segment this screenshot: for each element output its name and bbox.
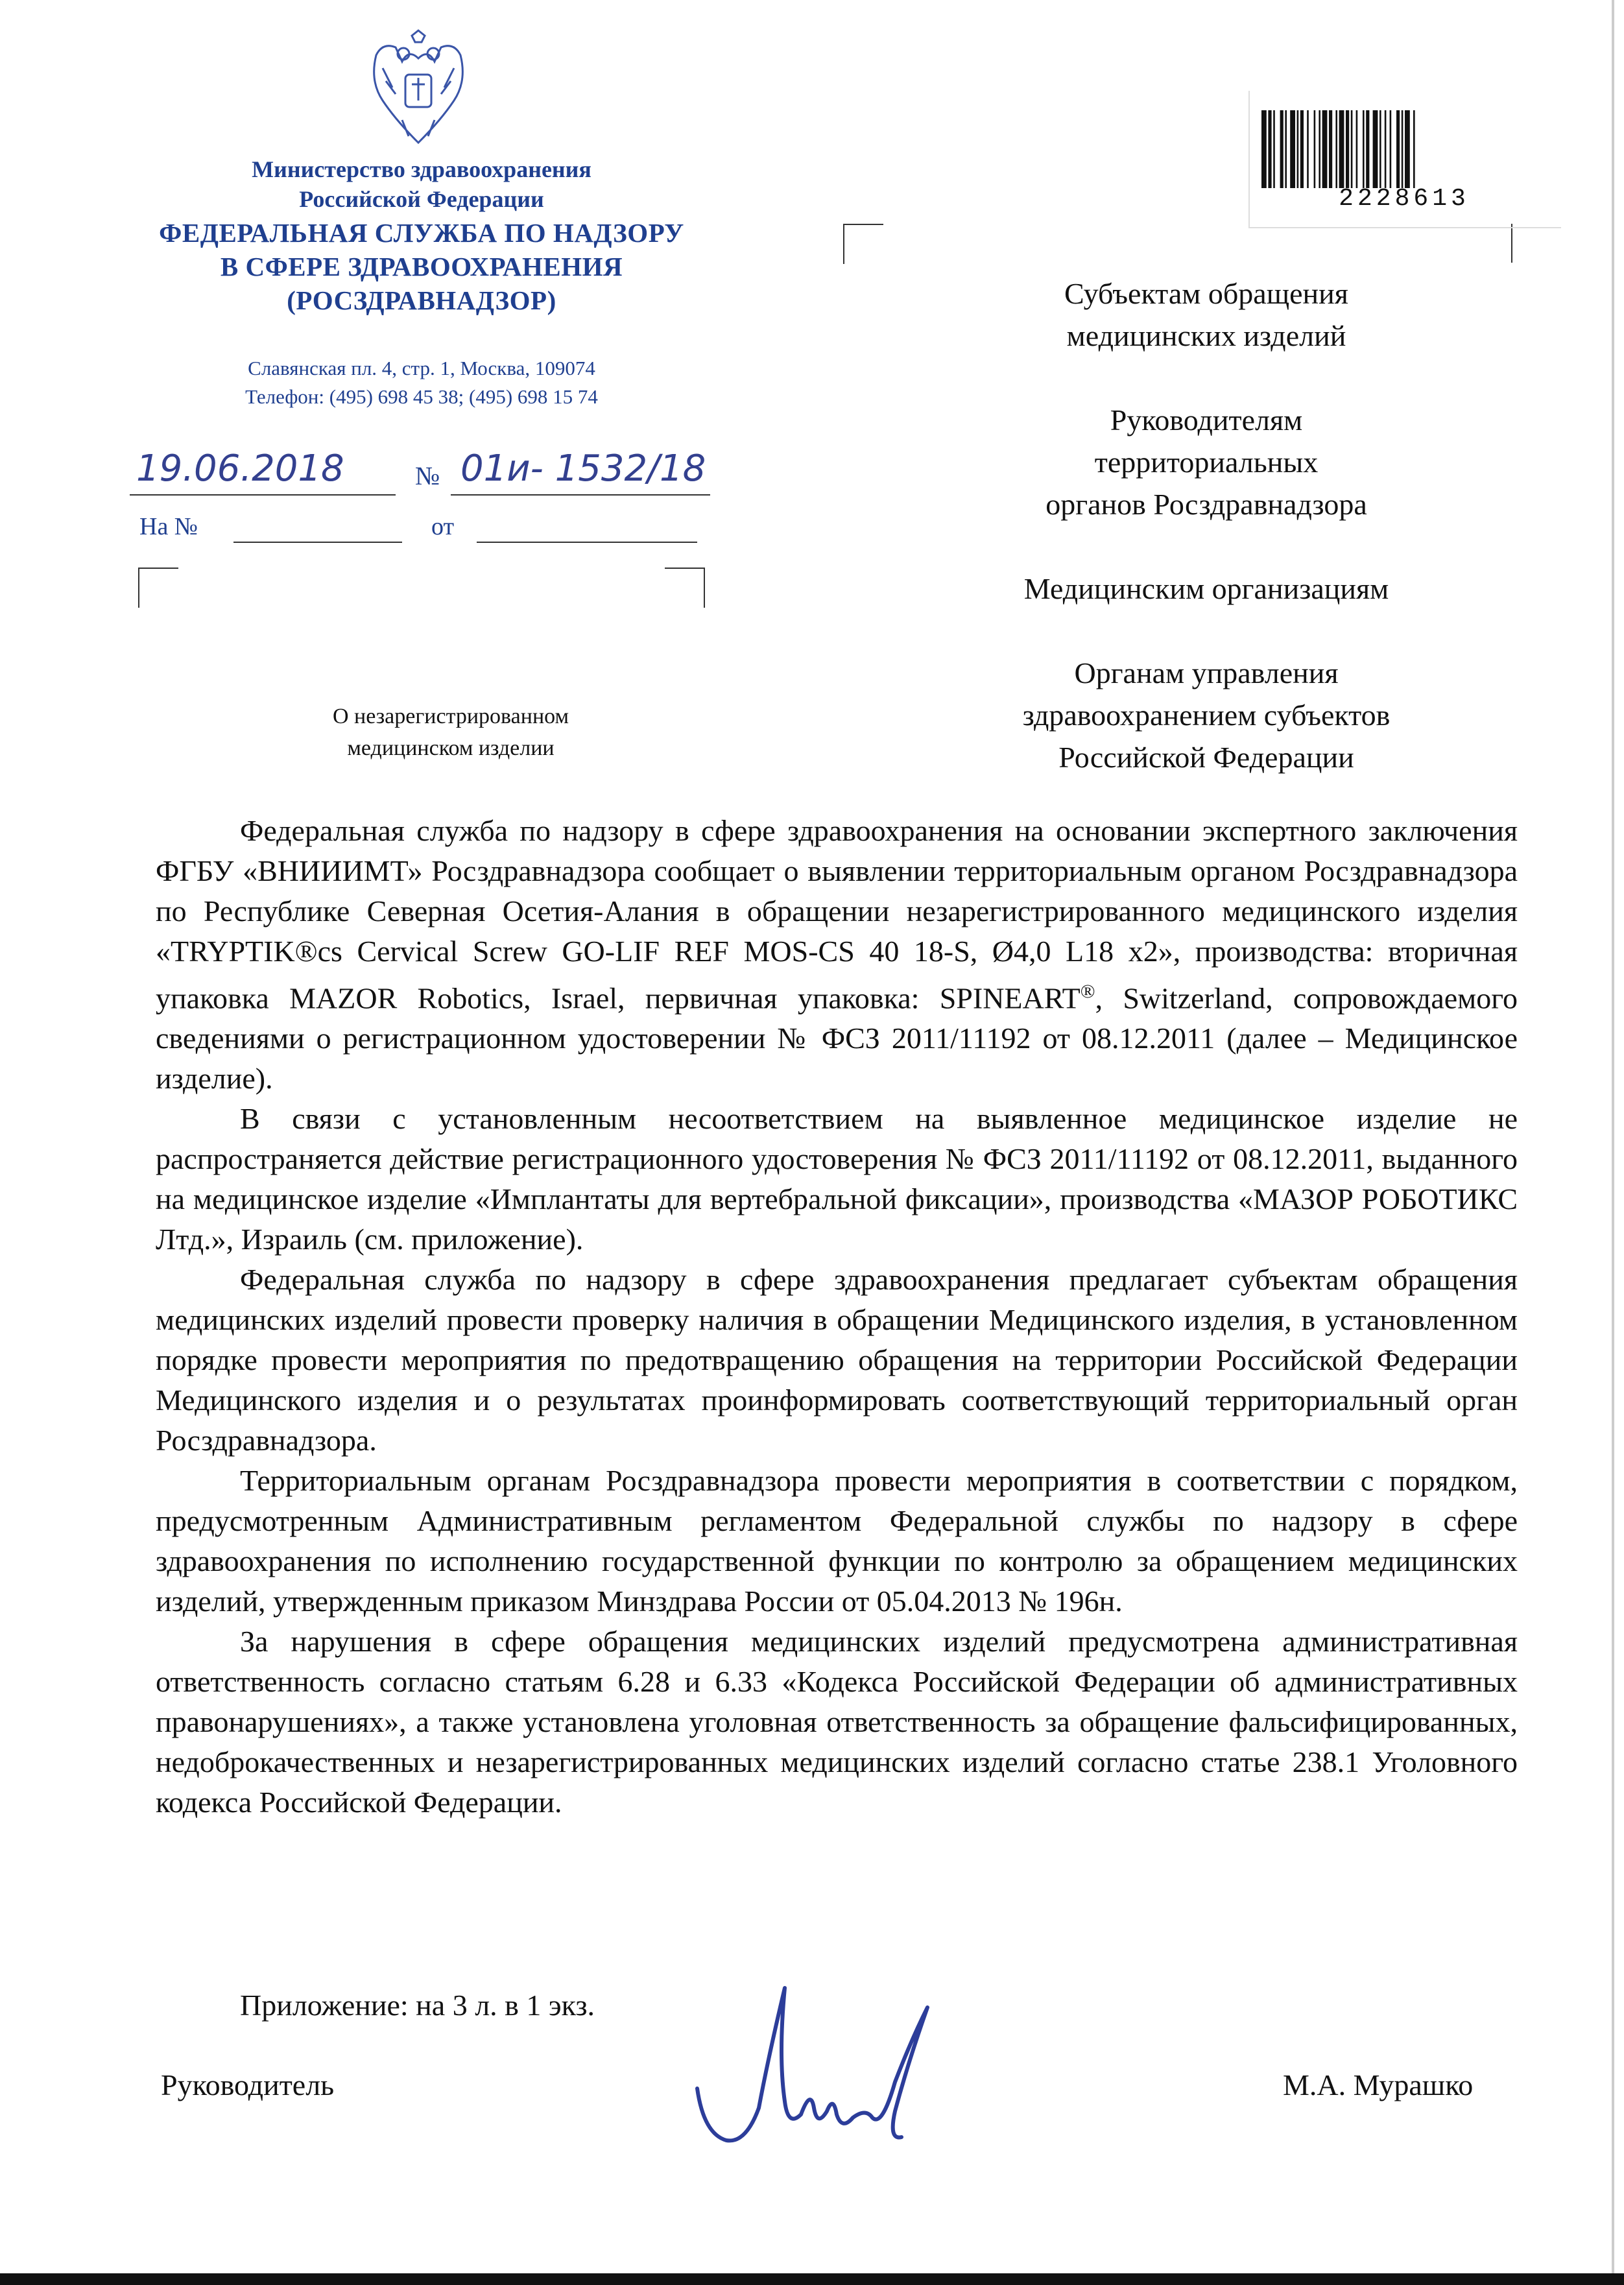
address-line: Славянская пл. 4, стр. 1, Москва, 109074 [248,357,595,379]
recipient-group [908,272,1505,357]
recipient-line: здравоохранением субъектов [1022,699,1391,732]
ref-date-blank [477,542,697,543]
recipient-group [908,399,1505,525]
number-sign: № [415,461,440,490]
body-paragraph: В связи с установленным несоответствием на выявленное медицинское изделие не распространяется действие регистрационного удостоверения № ФСЗ 2011/11192 от 08.12.2011, выданного на медицинское изделие «Имплантаты для вертебральной фиксации», производства «МАЗОР РОБОТИКС Лтд.», Израиль (см. приложение). [156,1102,1518,1256]
service-line: (РОСЗДРАВНАДЗОР) [287,285,556,315]
ref-number-label: На № [139,513,198,540]
ministry-line: Российской Федерации [299,186,544,212]
service-line: В СФЕРЕ ЗДРАВООХРАНЕНИЯ [220,252,623,281]
body-text: Федеральная служба по надзору в сфере здравоохранения на основании экспертного заключения ФГБУ «ВНИИИМТ» Росздравнадзора сообщает о выявлении территориальным органом Росздравнадзора по Республике Северная Осетия-Алания в обращении незарегистрированного медицинского изделия «TRYPTIK®cs Cervical Screw GO-LIF REF MOS-CS 40 18-S, Ø4,0 L18 x2», производства: вторичная упаковка MAZOR Robotics, Israel, первичная упаковка: SPINEART [156,814,1518,1015]
subject-line: О незарегистрированном [332,704,569,728]
letter-body [156,811,1518,1823]
recipient-line: Руководителям [1110,403,1303,437]
subject-line: медицинском изделии [347,736,555,760]
recipient-line: Органам управления [1074,656,1339,689]
recipient-line: Медицинским организациям [1023,572,1389,605]
recipient-group [908,568,1505,610]
recipient-line: медицинских изделий [1066,319,1346,352]
letter-subject [214,700,687,764]
handwritten-number: 01и- 1532/18 [460,448,706,490]
body-paragraph: Территориальным органам Росздравнадзора провести мероприятия в соответствии с порядком, предусмотренным Административным регламентом Федеральной службы по надзору в сфере здравоохранения по исполнению государственной функции по контролю за обращением медицинских изделий, утвержденным приказом Минздрава России от 05.04.2013 № 196н. [156,1464,1518,1618]
ministry-line: Министерство здравоохранения [252,156,591,182]
attachment-note: Приложение: на 3 л. в 1 экз. [240,1989,595,2022]
corner-bracket-recipient-left [843,224,883,264]
scan-edge-bottom [0,2273,1624,2285]
recipients-block [908,272,1505,778]
number-underline [451,494,710,496]
corner-bracket-top-right [665,568,705,608]
recipient-line: территориальных [1094,446,1319,479]
service-line: ФЕДЕРАЛЬНАЯ СЛУЖБА ПО НАДЗОРУ [159,218,684,248]
body-text: , Switzerland, сопровождаемого сведениями о регистрационном удостоверении № ФСЗ 2011/11192 от 08.12.2011 (далее – Медицинское изделие). [156,981,1518,1095]
double-headed-eagle-icon [363,29,473,146]
scan-edge-right [1612,0,1614,2285]
registered-mark: ® [1080,981,1095,1002]
recipient-group [908,652,1505,778]
date-underline [130,494,396,496]
body-paragraph [156,811,1518,1099]
barcode-number: 2228613 [1339,185,1470,213]
ministry-name [143,154,700,214]
reference-line [139,512,710,551]
service-address [143,354,700,411]
ref-from-label: от [431,513,455,540]
recipient-line: Субъектам обращения [1064,277,1348,310]
recipient-line: органов Росздравнадзора [1045,488,1367,521]
recipient-line: Российской Федерации [1058,741,1354,774]
signer-title: Руководитель [161,2068,335,2101]
service-name [104,216,739,317]
signer-name: М.А. Мурашко [1283,2068,1474,2101]
handwritten-date: 19.06.2018 [136,448,344,490]
address-line: Телефон: (495) 698 45 38; (495) 698 15 74 [245,385,598,408]
handwritten-signature-icon [687,1978,947,2160]
document-date-number [123,448,824,512]
corner-bracket-top-left [138,568,178,608]
ref-number-blank [233,542,402,543]
body-paragraph: За нарушения в сфере обращения медицинских изделий предусмотрена административная ответственность согласно статьям 6.28 и 6.33 «Кодекса Российской Федерации об административных правонарушениях», а также установлена уголовная ответственность за обращение фальсифицированных, недоброкачественных и незарегистрированных медицинских изделий согласно статье 238.1 Уголовного кодекса Российской Федерации. [156,1625,1518,1819]
body-paragraph: Федеральная служба по надзору в сфере здравоохранения предлагает субъектам обращения медицинских изделий провести проверку наличия в обращении Медицинского изделия, в установленном порядке провести мероприятия по предотвращению обращения на территории Российской Федерации Медицинского изделия и о результатах проинформировать соответствующий территориальный орган Росздравнадзора. [156,1263,1518,1457]
